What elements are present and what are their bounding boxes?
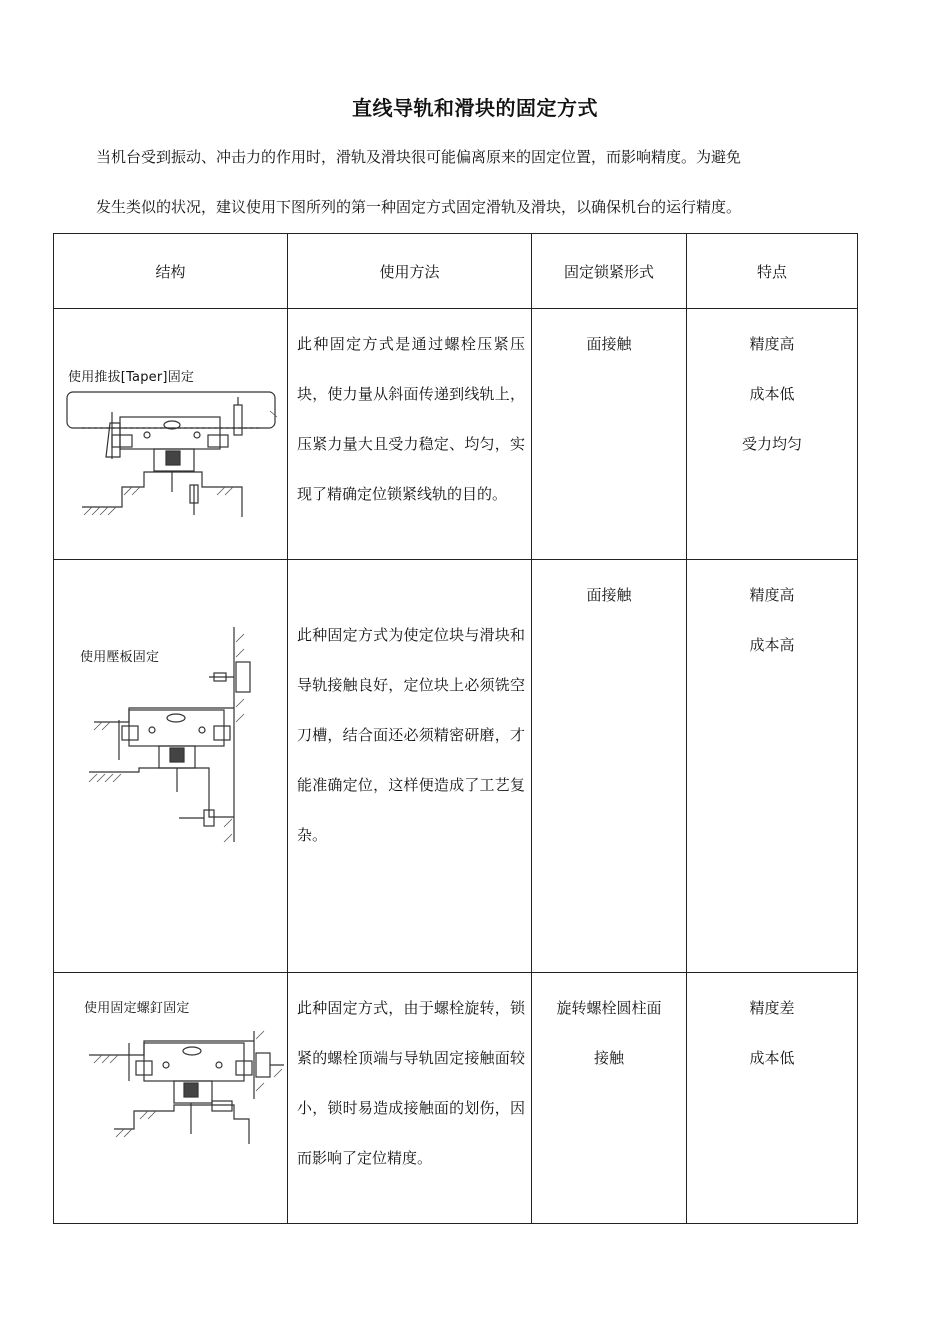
set-screw-diagram: [84, 1029, 284, 1159]
feature-item: 精度高: [749, 586, 795, 604]
feature-item: 精度高: [749, 335, 795, 353]
lock-type-line: 接触: [593, 1049, 624, 1067]
header-features: 特点: [687, 234, 858, 309]
table-row: [54, 560, 858, 973]
lock-type-cell: [532, 309, 687, 560]
table-row: [54, 973, 858, 1224]
taper-fixing-diagram: [62, 387, 282, 517]
page-title: 直线导轨和滑块的固定方式: [352, 96, 598, 120]
feature-item: 受力均匀: [741, 435, 802, 453]
structure-cell: [54, 973, 288, 1224]
features-cell: [687, 560, 858, 973]
lock-type-line: 旋转螺栓圆柱面: [556, 999, 662, 1017]
feature-item: 成本低: [749, 1049, 795, 1067]
intro-line-2: 发生类似的状况，建议使用下图所列的第一种固定方式固定滑轨及滑块，以确保机台的运行精度。: [96, 198, 742, 216]
header-lock-type: 固定锁紧形式: [532, 234, 687, 309]
header-structure: 结构: [54, 234, 288, 309]
feature-item: 成本高: [749, 636, 795, 654]
feature-item: 成本低: [749, 385, 795, 403]
method-cell: 此种固定方式是通过螺栓压紧压块，使力量从斜面传递到线轨上，压紧力量大且受力稳定、均匀，实现了精确定位锁紧线轨的目的。: [288, 309, 532, 560]
method-cell: 此种固定方式为使定位块与滑块和导轨接触良好，定位块上必须铣空刀槽，结合面还必须精密研磨，才能准确定位，这样便造成了工艺复杂。: [288, 560, 532, 973]
table-header-row: [54, 234, 858, 309]
intro-line-1: 当机台受到振动、冲击力的作用时，滑轨及滑块很可能偏离原来的固定位置，而影响精度。为避免: [96, 148, 742, 166]
structure-label: 使用固定螺釘固定: [84, 1001, 190, 1016]
method-cell: 此种固定方式，由于螺栓旋转，锁紧的螺栓顶端与导轨固定接触面较小，锁时易造成接触面的划伤，因而影响了定位精度。: [288, 973, 532, 1224]
structure-label: 使用壓板固定: [80, 650, 160, 665]
structure-cell: [54, 560, 288, 973]
structure-label: 使用推拔[Taper]固定: [68, 370, 195, 385]
lock-type-line: 面接触: [586, 335, 632, 353]
fixing-methods-table: [53, 233, 858, 1224]
lock-type-line: 面接触: [586, 586, 632, 604]
lock-type-cell: [532, 973, 687, 1224]
lock-type-cell: [532, 560, 687, 973]
feature-item: 精度差: [749, 999, 795, 1017]
header-method: 使用方法: [288, 234, 532, 309]
structure-cell: [54, 309, 288, 560]
features-cell: [687, 309, 858, 560]
features-cell: [687, 973, 858, 1224]
table-row: [54, 309, 858, 560]
clamp-plate-diagram: [84, 622, 284, 852]
